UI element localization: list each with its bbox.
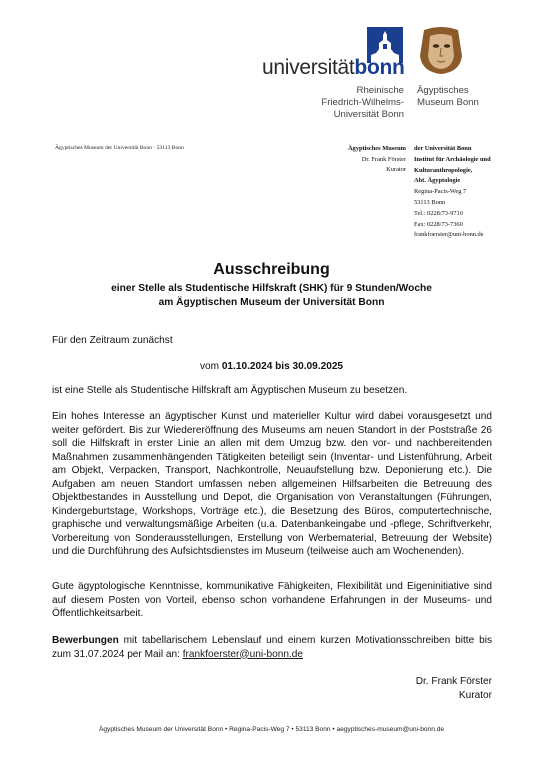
title-line-1: einer Stelle als Studentische Hilfskraft (SHK) für 9 Stunden/Woche: [111, 283, 432, 294]
paragraph-4: Bewerbungen mit tabellarischem Lebenslauf und einem kurzen Motivationsschreiben bitte bis zum 31.07.2024 per Mail an: frankfoerster@uni-bonn.de: [52, 635, 492, 660]
paragraph-2: Ein hohes Interesse an ägyptischer Kunst und materieller Kultur wird dabei vorausgesetzt und weiter gefördert. Bis zur Wiedereröffnung des Museums am neuen Standort in der Poststraße 26 soll die Hilfskraft in erster Linie an allen mit dem Umzug bzw. den vor- und nachbereitenden Maßnahmen zusammenhängenden Tätigkeiten beteiligt sein (Inventar- und Listenführung, Arbeit am Objekt, Verpacken, Transport, Nachkontrolle, Neuaufstellung bzw. Deponierung etc.). Die Aufgaben am neuen Standort umfassen neben allgemeinen Hilfsarbeiten die Betreuung des Objektbestandes in Ausstellung und Depot, die Organisation von Veranstaltungen (Führungen, Kindergeburtstage, Workshops, Vorträge etc.), die Besetzung des Büros, computertechnische, graphische und verwaltungsmäßige Arbeiten (u.a. Datenbankeingabe und -pflege, Schriftverkehr, Vorbereitung von Sonderausstellungen, Erstellung von Werbematerial, Betreuung der Website) und die Durchführung des Aufsichtsdienstes im Museum (teilweise auch am Wochenenden).: [52, 411, 492, 557]
university-subtitle: Rheinische Friedrich-Wilhelms- Universität Bonn: [321, 85, 404, 120]
page-title: Ausschreibung: [213, 261, 330, 278]
paragraph-3: Gute ägyptologische Kenntnisse, kommunikative Fähigkeiten, Flexibilität und Eigeninitiative sind auf diesem Posten von Vorteil, ebenso schon vorhandene Erfahrungen in der Museums- und Öffentlichkeitsarbeit.: [52, 581, 492, 619]
sender-line: Ägyptisches Museum der Universität Bonn · 53113 Bonn: [55, 145, 184, 151]
intro-text: Für den Zeitraum zunächst: [52, 335, 173, 346]
egyptian-mask-icon: [416, 26, 466, 76]
university-wordmark: universitätbonn: [262, 56, 405, 79]
contact-right: der Universität Bonn Institut für Archäologie und Kulturanthropologie, Abt. Ägyptologie Regina-Pacis-Weg 7 53113 Bonn Tel.: 0228/73-9710 Fax: 0228/73-7360 frankfoerster@uni-bonn.de: [414, 144, 534, 241]
signature: Dr. Frank Förster Kurator: [415, 676, 492, 701]
footer: Ägyptisches Museum der Universität Bonn • Regina-Pacis-Weg 7 • 53113 Bonn • aegyptisches-museum@uni-bonn.de: [98, 726, 445, 733]
contact-email-link[interactable]: frankfoerster@uni-bonn.de: [414, 231, 484, 239]
paragraph-1: ist eine Stelle als Studentische Hilfskraft am Ägyptischen Museum zu besetzen.: [52, 385, 408, 396]
period-line: vom 01.10.2024 bis 30.09.2025: [199, 361, 344, 372]
application-email-link[interactable]: frankfoerster@uni-bonn.de: [182, 648, 303, 660]
museum-subtitle: Ägyptisches Museum Bonn: [417, 85, 479, 108]
title-line-2: am Ägyptischen Museum der Universität Bonn: [158, 297, 385, 308]
contact-left: Ägyptisches Museum Dr. Frank Förster Kurator: [347, 145, 406, 173]
